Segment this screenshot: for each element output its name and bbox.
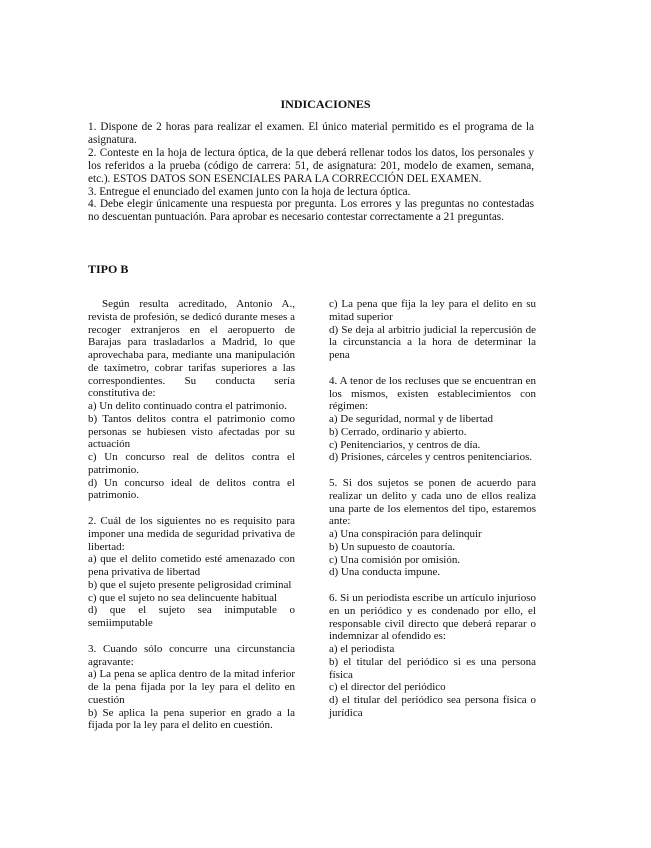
answer-option: a) La pena se aplica dentro de la mitad inferior de la pena fijada por la ley para el delito en cuestión — [88, 668, 295, 706]
answer-option: a) Una conspiración para delinquir — [329, 528, 482, 540]
answer-option: b) Cerrado, ordinario y abierto. — [329, 425, 467, 438]
question-2 — [88, 515, 295, 630]
question-3-continued — [329, 298, 536, 362]
answer-option: c) La pena que fija la ley para el delito en su mitad superior — [329, 298, 536, 323]
answer-option: b) Se aplica la pena superior en grado a la fijada por la ley para el delito en cuestión. — [88, 706, 295, 732]
answer-option: b) que el sujeto presente peligrosidad criminal — [88, 578, 292, 591]
exam-type-label: TIPO B — [88, 262, 129, 276]
question-stem: 3. Cuando sólo concurre una circunstancia agravante: — [88, 642, 295, 668]
answer-option: c) Un concurso real de delitos contra el patrimonio. — [88, 451, 295, 476]
answer-option: a) Un delito continuado contra el patrimonio. — [88, 400, 287, 412]
instruction-2: 2. Conteste en la hoja de lectura óptica, de la que deberá rellenar todos los datos, los personales y los referidos a la prueba (código de carrera: 51, de asignatura: 201, modelo de examen, semana, etc.). ESTOS DATOS SON ESENCIALES PARA LA CORRECCIÓN DEL EXAMEN. — [88, 146, 534, 185]
answer-option: c) Una comisión por omisión. — [329, 553, 461, 566]
instruction-4: 4. Debe elegir únicamente una respuesta por pregunta. Los errores y las preguntas no contestadas no descuentan puntuación. Para aprobar es necesario contestar correctamente a 21 preguntas. — [88, 198, 534, 224]
question-stem: 6. Si un periodista escribe un artículo injurioso en un periódico y es condenado por ello, el responsable civil directo que deberá reparar o indemnizar al ofendido es: — [329, 592, 536, 643]
question-3 — [88, 643, 295, 732]
question-4 — [329, 375, 536, 464]
answer-option: d) el titular del periódico sea persona física o jurídica — [329, 694, 536, 719]
answer-option: b) Un supuesto de coautoría. — [329, 540, 456, 553]
answer-option: d) Un concurso ideal de delitos contra el patrimonio. — [88, 476, 295, 502]
answer-option: c) Penitenciarios, y centros de día. — [329, 438, 481, 451]
answer-option: a) De seguridad, normal y de libertad — [329, 413, 494, 425]
instruction-1: 1. Dispone de 2 horas para realizar el examen. El único material permitido es el programa de la asignatura. — [88, 121, 534, 146]
instruction-3: 3. Entregue el enunciado del examen junto con la hoja de lectura óptica. — [88, 185, 411, 198]
answer-option: d) Prisiones, cárceles y centros penitenciarios. — [329, 451, 533, 464]
answer-option: d) Se deja al arbitrio judicial la repercusión de la circunstancia a la hora de determinar la pena — [329, 323, 536, 361]
question-5 — [329, 477, 536, 579]
answer-option: d) Una conducta impune. — [329, 566, 441, 579]
question-stem: 4. A tenor de los recluses que se encuentran en los mismos, existen establecimientos con régimen: — [329, 374, 536, 413]
page-title: INDICACIONES — [280, 97, 371, 111]
answer-option: b) el titular del periódico si es una persona física — [329, 655, 536, 681]
answer-option: c) que el sujeto no sea delincuente habitual — [88, 591, 278, 604]
answer-option: a) el periodista — [329, 643, 395, 655]
question-1 — [88, 298, 295, 502]
question-stem: 5. Si dos sujetos se ponen de acuerdo para realizar un delito y cada uno de ellos realiza una parte de los elementos del tipo, estaremos ante: — [329, 477, 536, 528]
question-6 — [329, 592, 536, 720]
question-stem: 2. Cuál de los siguientes no es requisito para imponer una medida de seguridad privativa de libertad: — [88, 515, 295, 553]
right-column — [329, 298, 536, 733]
left-column — [88, 298, 295, 745]
answer-option: c) el director del periódico — [329, 681, 446, 694]
instructions — [88, 121, 534, 224]
answer-option: d) que el sujeto sea inimputable o semiimputable — [88, 604, 295, 629]
question-stem: Según resulta acreditado, Antonio A., revista de profesión, se dedicó durante meses a recoger extranjeros en el aeropuerto de Barajas para trasladarlos a Madrid, lo que aprovechaba para, mediante una manipulación de taxímetro, cobrar tarifas superiores a las correspondientes. Su conducta sería constitutiva de: — [88, 298, 295, 400]
answer-option: b) Tantos delitos contra el patrimonio como personas se hubiesen visto afectadas por su actuación — [88, 412, 295, 451]
answer-option: a) que el delito cometido esté amenazado con pena privativa de libertad — [88, 553, 295, 578]
